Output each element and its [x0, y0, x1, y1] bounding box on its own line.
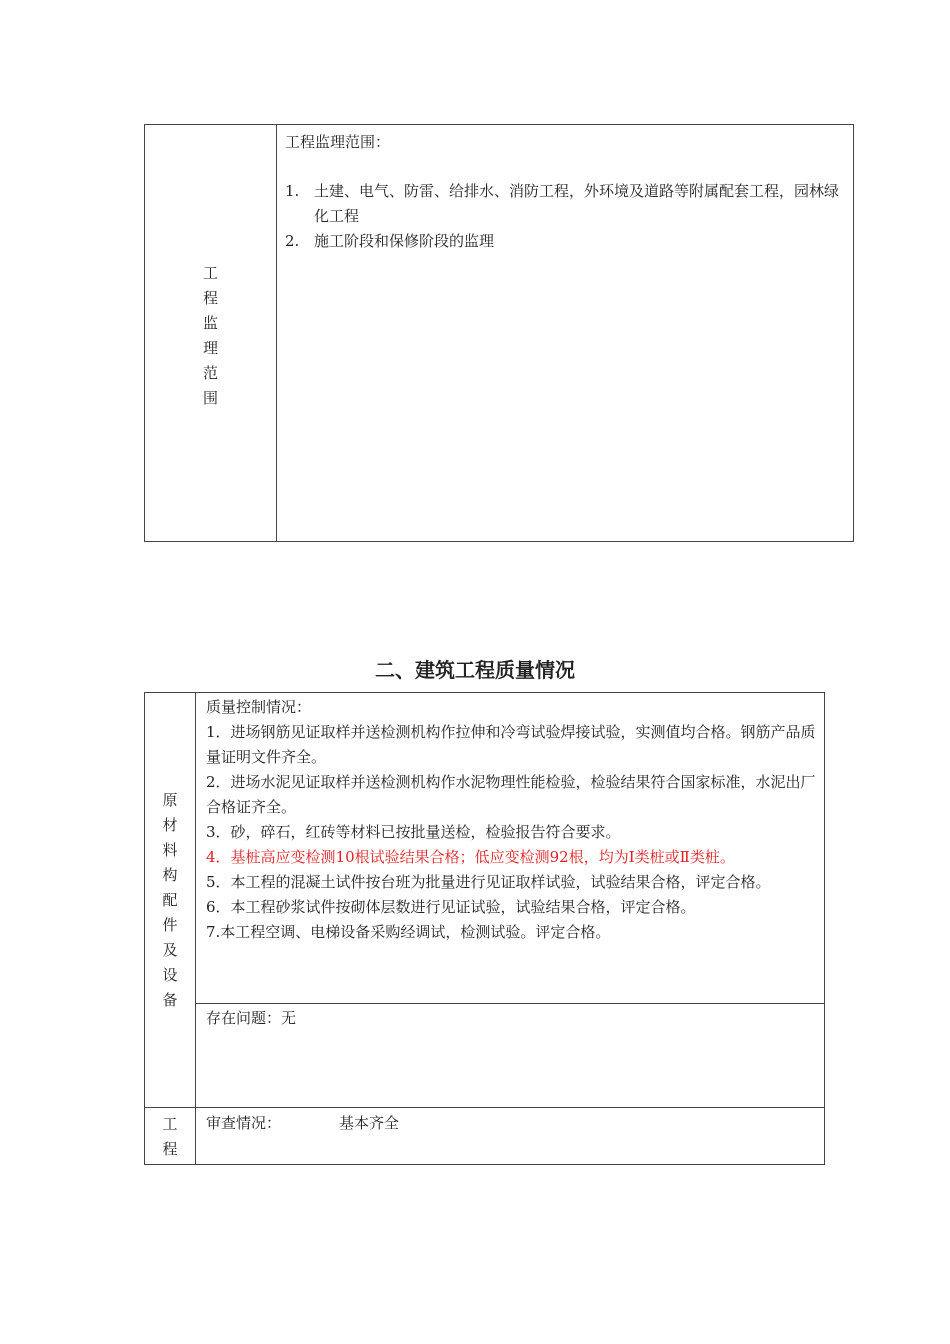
materials-label — [145, 788, 195, 1013]
quality-item: 6．本工程砂浆试件按砌体层数进行见证试验，试验结果合格，评定合格。 — [206, 898, 696, 916]
review-value: 基本齐全 — [339, 1114, 400, 1132]
supervision-scope-label-cell — [145, 125, 277, 541]
label-char: 配 — [162, 891, 178, 909]
section-title: 二、建筑工程质量情况 — [375, 658, 575, 682]
quality-item: 7.本工程空调、电梯设备采购经调试，检测试验。评定合格。 — [206, 923, 611, 941]
label-char: 范 — [202, 364, 218, 382]
supervision-scope-list — [285, 179, 847, 254]
label-char: 备 — [162, 991, 178, 1009]
label-char: 程 — [162, 1140, 178, 1158]
problems-text: 存在问题：无 — [206, 1009, 297, 1027]
quality-item-highlighted: 4．基桩高应变检测10根试验结果合格；低应变检测92根，均为Ⅰ类桩或Ⅱ类桩。 — [206, 848, 735, 866]
problems-cell — [196, 1004, 824, 1108]
engineering-label-cell — [145, 1108, 196, 1164]
supervision-scope-table — [144, 124, 854, 542]
label-char: 围 — [202, 389, 218, 407]
quality-control-heading: 质量控制情况： — [206, 698, 312, 716]
label-char: 及 — [162, 941, 178, 959]
label-char: 料 — [162, 841, 178, 859]
supervision-scope-heading: 工程监理范围： — [285, 133, 391, 151]
supervision-scope-label — [145, 261, 276, 411]
review-cell — [196, 1108, 824, 1164]
quality-item: 3．砂，碎石，红砖等材料已按批量送检，检验报告符合要求。 — [206, 823, 621, 841]
list-item — [285, 229, 847, 254]
quality-item: 1．进场钢筋见证取样并送检测机构作拉伸和冷弯试验焊接试验，实测值均合格。钢筋产品质量证明文件齐全。 — [206, 723, 816, 766]
label-char: 工 — [202, 264, 218, 282]
list-number: 2. — [285, 232, 300, 250]
label-char: 理 — [202, 339, 218, 357]
materials-label-cell — [145, 693, 196, 1108]
label-char: 件 — [162, 916, 178, 934]
supervision-scope-content — [285, 130, 847, 254]
label-char: 工 — [162, 1115, 178, 1133]
quality-item: 2．进场水泥见证取样并送检测机构作水泥物理性能检验，检验结果符合国家标准，水泥出厂合格证齐全。 — [206, 773, 816, 816]
review-label: 审查情况： — [206, 1114, 282, 1132]
label-char: 程 — [202, 289, 218, 307]
label-char: 原 — [162, 791, 178, 809]
quality-table — [144, 692, 825, 1165]
list-text: 土建、电气、防雷、给排水、消防工程，外环境及道路等附属配套工程，园林绿化工程 — [314, 182, 840, 225]
label-char: 监 — [202, 314, 218, 332]
label-char: 设 — [162, 966, 178, 984]
list-number: 1. — [285, 182, 300, 200]
label-char: 材 — [162, 816, 178, 834]
engineering-label — [145, 1112, 195, 1162]
label-char: 构 — [162, 866, 178, 884]
list-item — [285, 179, 847, 229]
quality-control-cell — [196, 693, 824, 1004]
quality-item: 5．本工程的混凝土试件按台班为批量进行见证取样试验，试验结果合格，评定合格。 — [206, 873, 771, 891]
list-text: 施工阶段和保修阶段的监理 — [314, 232, 495, 250]
